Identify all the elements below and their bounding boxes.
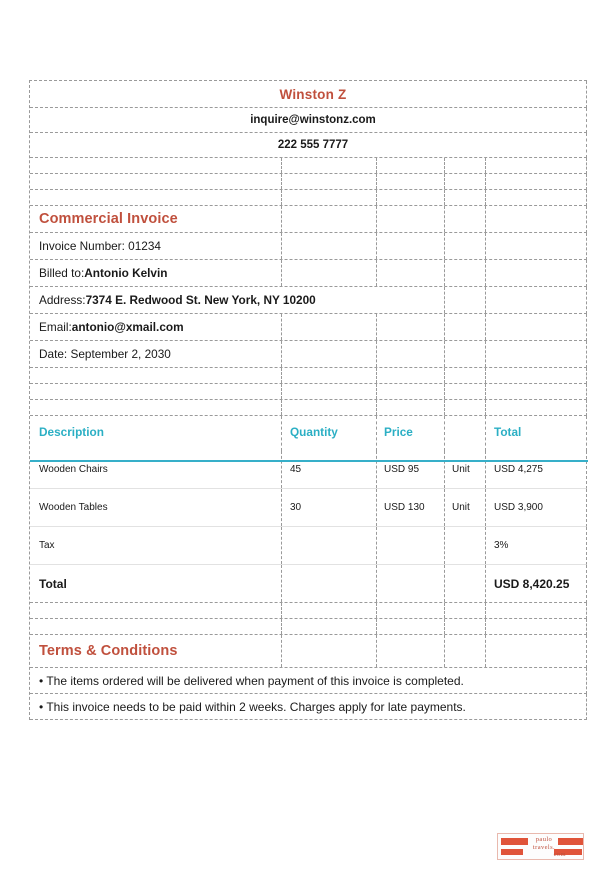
spacer-row	[30, 603, 587, 619]
empty-cell	[377, 260, 445, 286]
cell-total-value	[486, 565, 587, 602]
spacer-cell	[445, 603, 486, 618]
table-row	[30, 451, 587, 489]
spacer-cell	[282, 400, 377, 415]
spacer-row	[30, 190, 587, 206]
invoice-date-cell	[30, 341, 282, 367]
billed-to-value: Antonio Kelvin	[84, 266, 168, 280]
cell-description	[30, 527, 282, 564]
cell-total	[486, 527, 587, 564]
item-description: Wooden Tables	[39, 502, 108, 513]
invoice-number-row	[30, 233, 587, 260]
company-phone-row	[30, 133, 587, 158]
company-phone-cell	[30, 133, 587, 157]
item-total: USD 3,900	[494, 502, 543, 513]
cell-price	[377, 451, 445, 488]
invoice-heading-cell	[30, 206, 282, 232]
terms-heading: Terms & Conditions	[39, 643, 178, 659]
table-header-rule	[30, 460, 588, 462]
empty-cell	[282, 233, 377, 259]
item-price: USD 130	[384, 502, 425, 513]
spacer-cell	[377, 190, 445, 205]
column-header-description: Description	[30, 416, 282, 451]
logo-line-3: com	[553, 851, 566, 859]
cell-quantity	[282, 489, 377, 526]
grand-total-value: USD 8,420.25	[494, 576, 570, 591]
spacer-cell	[30, 384, 282, 399]
item-unit: Unit	[452, 502, 470, 513]
empty-cell	[486, 314, 587, 340]
spacer-row	[30, 400, 587, 416]
empty-cell	[377, 565, 445, 602]
spacer-cell	[445, 174, 486, 189]
paulo-travels-logo	[497, 833, 584, 860]
terms-heading-row	[30, 635, 587, 668]
invoice-date-row	[30, 341, 587, 368]
invoice-sheet	[29, 80, 587, 720]
spacer-cell	[30, 368, 282, 383]
empty-cell	[377, 341, 445, 367]
item-total: USD 4,275	[494, 464, 543, 475]
empty-cell	[377, 233, 445, 259]
company-name-row	[30, 81, 587, 108]
spacer-cell	[377, 619, 445, 634]
spacer-cell	[282, 368, 377, 383]
spacer-cell	[282, 190, 377, 205]
spacer-row	[30, 174, 587, 190]
item-price: USD 95	[384, 464, 420, 475]
spacer-cell	[377, 400, 445, 415]
terms-item-row	[30, 694, 587, 720]
cell-description	[30, 451, 282, 488]
empty-cell	[282, 635, 377, 667]
table-row	[30, 527, 587, 565]
company-email: inquire@winstonz.com	[250, 114, 376, 126]
empty-cell	[282, 314, 377, 340]
spacer-cell	[377, 174, 445, 189]
spacer-cell	[282, 603, 377, 618]
empty-cell	[445, 565, 486, 602]
invoice-heading-row	[30, 206, 587, 233]
spacer-row	[30, 384, 587, 400]
empty-cell	[445, 341, 486, 367]
grand-total-row	[30, 565, 587, 603]
empty-cell	[445, 206, 486, 232]
empty-cell	[282, 565, 377, 602]
empty-cell	[445, 314, 486, 340]
empty-cell	[377, 635, 445, 667]
spacer-cell	[445, 190, 486, 205]
page-title: Commercial Invoice	[39, 211, 178, 227]
spacer-cell	[445, 619, 486, 634]
spacer-cell	[486, 190, 587, 205]
terms-item-row	[30, 668, 587, 694]
spacer-cell	[30, 603, 282, 618]
cell-unit	[445, 489, 486, 526]
terms-heading-cell	[30, 635, 282, 667]
item-tax-rate: 3%	[494, 540, 509, 551]
empty-cell	[282, 341, 377, 367]
billed-to-cell	[30, 260, 282, 286]
grand-total-label: Total	[39, 576, 67, 591]
empty-cell	[445, 233, 486, 259]
column-header-total: Total	[486, 416, 587, 451]
address-value: 7374 E. Redwood St. New York, NY 10200	[85, 293, 316, 307]
spacer-cell	[486, 603, 587, 618]
spacer-cell	[30, 158, 282, 173]
spacer-cell	[486, 158, 587, 173]
spacer-row	[30, 368, 587, 384]
item-description: Wooden Chairs	[39, 464, 108, 475]
empty-cell	[445, 635, 486, 667]
terms-item-text: • This invoice needs to be paid within 2 weeks. Charges apply for late payments.	[39, 699, 466, 714]
spacer-cell	[282, 384, 377, 399]
spacer-cell	[445, 400, 486, 415]
company-phone: 222 555 7777	[277, 139, 349, 151]
empty-cell	[377, 206, 445, 232]
spacer-cell	[30, 400, 282, 415]
invoice-number: Invoice Number: 01234	[39, 239, 161, 253]
cell-quantity	[282, 527, 377, 564]
cell-unit	[445, 527, 486, 564]
empty-cell	[282, 260, 377, 286]
billed-to-label: Billed to:	[39, 266, 85, 280]
empty-cell	[282, 287, 377, 313]
spacer-cell	[282, 158, 377, 173]
company-name: Winston Z	[279, 86, 347, 102]
empty-cell	[486, 635, 587, 667]
logo-line-2: travels.	[532, 843, 556, 851]
invoice-number-cell	[30, 233, 282, 259]
spacer-cell	[30, 174, 282, 189]
spacer-row	[30, 619, 587, 635]
cell-total-label	[30, 565, 282, 602]
spacer-cell	[377, 158, 445, 173]
cell-description	[30, 489, 282, 526]
cell-quantity	[282, 451, 377, 488]
spacer-cell	[486, 174, 587, 189]
customer-email-cell	[30, 314, 282, 340]
spacer-cell	[445, 158, 486, 173]
column-header-unit	[445, 416, 486, 451]
item-quantity: 30	[290, 502, 302, 513]
cell-total	[486, 489, 587, 526]
table-row	[30, 489, 587, 527]
spacer-cell	[445, 384, 486, 399]
spacer-cell	[282, 619, 377, 634]
spacer-cell	[486, 400, 587, 415]
address-cell	[30, 287, 316, 313]
customer-email-label: Email:	[39, 320, 72, 334]
spacer-cell	[445, 368, 486, 383]
empty-cell	[486, 260, 587, 286]
empty-cell	[486, 287, 587, 313]
spacer-cell	[30, 190, 282, 205]
empty-cell	[377, 314, 445, 340]
column-header-price: Price	[377, 416, 445, 451]
address-label: Address:	[39, 293, 86, 307]
spacer-row	[30, 158, 587, 174]
spacer-cell	[486, 384, 587, 399]
company-email-cell	[30, 108, 587, 132]
cell-price	[377, 527, 445, 564]
logo-line-1: paulo	[535, 836, 553, 843]
terms-item-cell	[30, 668, 587, 693]
cell-price	[377, 489, 445, 526]
empty-cell	[377, 287, 445, 313]
spacer-cell	[282, 174, 377, 189]
empty-cell	[282, 206, 377, 232]
customer-email-row	[30, 314, 587, 341]
invoice-date: Date: September 2, 2030	[39, 347, 171, 361]
empty-cell	[486, 233, 587, 259]
spacer-cell	[377, 384, 445, 399]
spacer-cell	[486, 619, 587, 634]
cell-total	[486, 451, 587, 488]
line-items-header-row	[30, 416, 587, 451]
company-name-cell	[30, 81, 587, 107]
customer-email-value: antonio@xmail.com	[71, 320, 184, 334]
company-email-row	[30, 108, 587, 133]
spacer-cell	[377, 603, 445, 618]
item-unit: Unit	[452, 464, 470, 475]
spacer-cell	[30, 619, 282, 634]
empty-cell	[486, 206, 587, 232]
terms-item-cell	[30, 694, 587, 719]
empty-cell	[486, 341, 587, 367]
spacer-cell	[486, 368, 587, 383]
logo-text	[520, 836, 568, 859]
billed-to-row	[30, 260, 587, 287]
item-description: Tax	[39, 540, 55, 551]
empty-cell	[445, 260, 486, 286]
spacer-cell	[377, 368, 445, 383]
column-header-quantity: Quantity	[282, 416, 377, 451]
terms-item-text: • The items ordered will be delivered when payment of this invoice is completed.	[39, 673, 464, 688]
address-row	[30, 287, 587, 314]
item-quantity: 45	[290, 464, 302, 475]
cell-unit	[445, 451, 486, 488]
empty-cell	[445, 287, 486, 313]
